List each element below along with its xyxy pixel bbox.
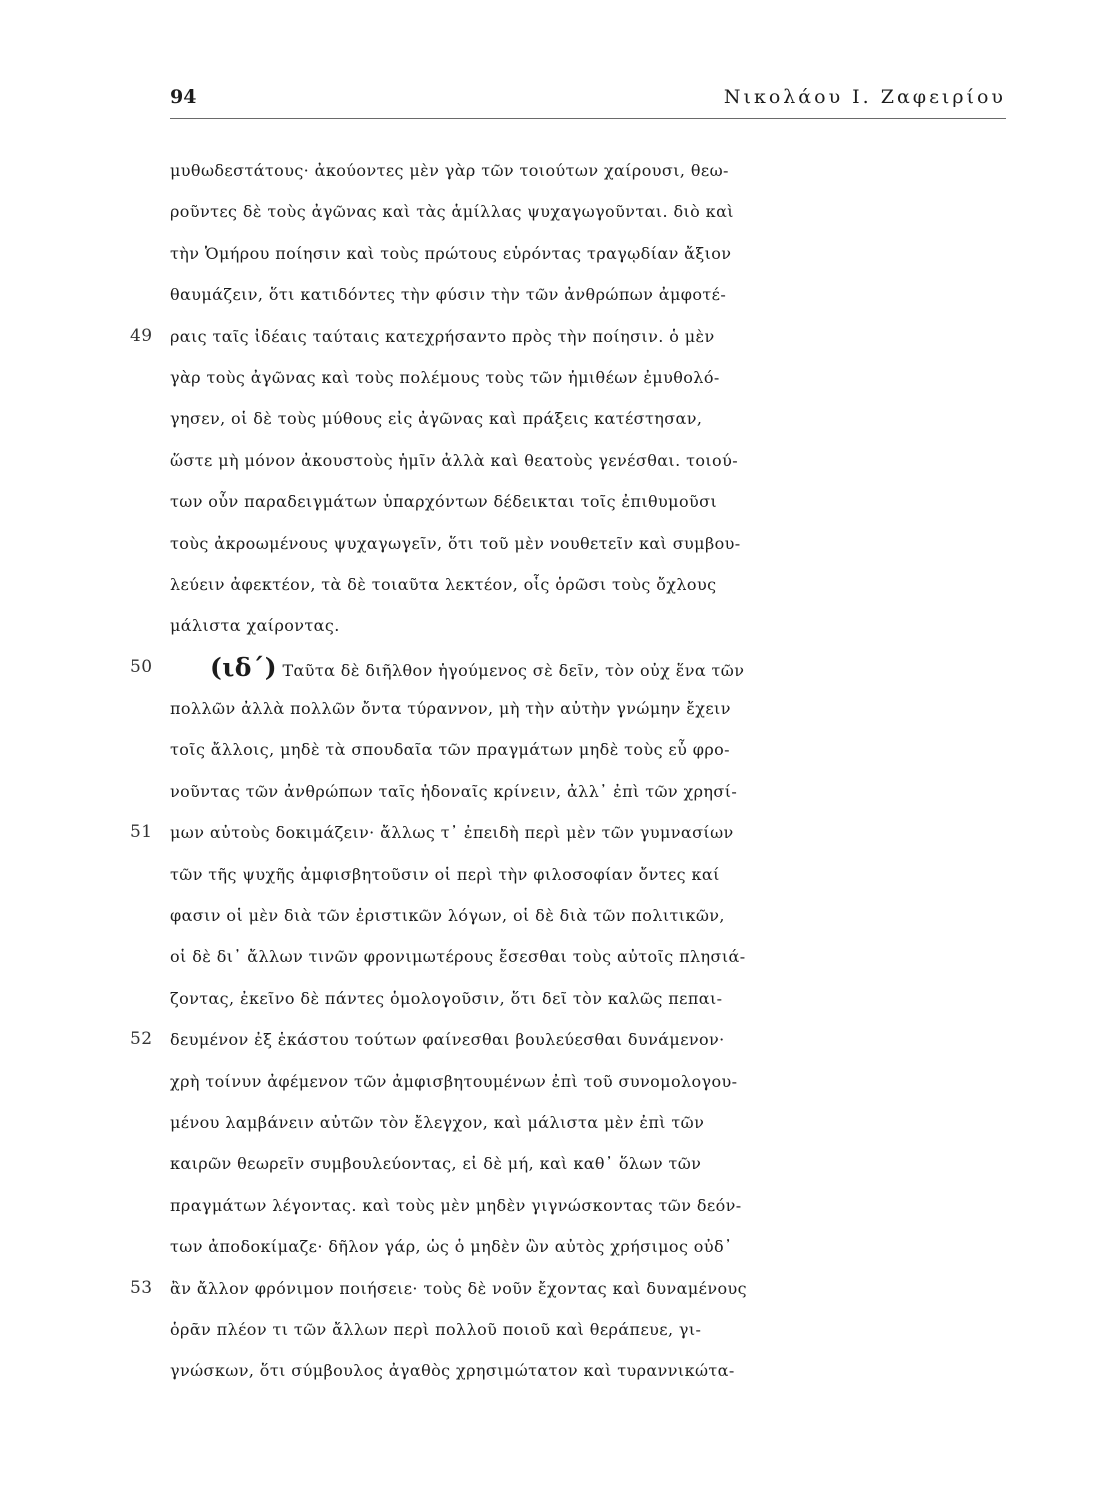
line-text: τὴν Ὁμήρου ποίησιν καὶ τοὺς πρώτους εὑρόντας τραγῳδίαν ἄξιον	[170, 243, 732, 263]
text-line	[170, 564, 1016, 605]
line-text: φασιν οἱ μὲν διὰ τῶν ἐριστικῶν λόγων, οἱ δὲ διὰ τῶν πολιτικῶν,	[170, 906, 725, 926]
text-line	[170, 1185, 1016, 1226]
line-text: των οὖν παραδειγμάτων ὑπαρχόντων δέδεικται τοῖς ἐπιθυμοῦσι	[170, 492, 718, 512]
text-line	[170, 523, 1016, 564]
text-line	[170, 481, 1016, 522]
text-line	[170, 440, 1016, 481]
page-header	[170, 86, 1006, 116]
line-text: μένου λαμβάνειν αὐτῶν τὸν ἔλεγχον, καὶ μάλιστα μὲν ἐπὶ τῶν	[170, 1112, 705, 1132]
text-line	[170, 1350, 1016, 1391]
line-text: ραις ταῖς ἰδέαις ταύταις κατεχρήσαντο πρὸς τὴν ποίησιν. ὁ μὲν	[170, 326, 715, 346]
line-text: ἂν ἄλλον φρόνιμον ποιήσειε· τοὺς δὲ νοῦν ἔχοντας καὶ δυναμένους	[170, 1278, 747, 1298]
margin-number: 50	[130, 656, 153, 677]
text-line	[170, 1061, 1016, 1102]
text-line	[170, 274, 1016, 315]
text-line	[170, 729, 1016, 770]
margin-number: 51	[130, 822, 153, 843]
line-text: γὰρ τοὺς ἀγῶνας καὶ τοὺς πολέμους τοὺς τῶν ἡμιθέων ἐμυθολό-	[170, 367, 720, 387]
text-line	[170, 688, 1016, 729]
text-line	[170, 1102, 1016, 1143]
body-text	[130, 150, 1016, 1392]
text-line	[130, 647, 1016, 688]
line-text: τῶν τῆς ψυχῆς ἀμφισβητοῦσιν οἱ περὶ τὴν φιλοσοφίαν ὄντες καί	[170, 864, 720, 884]
line-text: ζοντας, ἐκεῖνο δὲ πάντες ὁμολογοῦσιν, ὅτι δεῖ τὸν καλῶς πεπαι-	[170, 988, 723, 1008]
text-line	[170, 357, 1016, 398]
text-line	[130, 1268, 1016, 1309]
text-line	[170, 398, 1016, 439]
text-line	[130, 1019, 1016, 1060]
page-number: 94	[170, 86, 197, 108]
line-text: γησεν, οἱ δὲ τοὺς μύθους εἰς ἀγῶνας καὶ πράξεις κατέστησαν,	[170, 409, 703, 429]
line-text: ὁρᾶν πλέον τι τῶν ἄλλων περὶ πολλοῦ ποιοῦ καὶ θεράπευε, γι-	[170, 1319, 702, 1339]
line-text: λεύειν ἀφεκτέον, τὰ δὲ τοιαῦτα λεκτέον, οἷς ὁρῶσι τοὺς ὄχλους	[170, 574, 717, 594]
line-text: καιρῶν θεωρεῖν συμβουλεύοντας, εἰ δὲ μή, καὶ καθ᾽ ὅλων τῶν	[170, 1154, 702, 1174]
running-title: Νικολάου Ι. Ζαφειρίου	[723, 86, 1006, 108]
header-rule	[170, 118, 1006, 119]
text-line	[130, 316, 1016, 357]
text-line	[170, 978, 1016, 1019]
line-text: δευμένον ἐξ ἑκάστου τούτων φαίνεσθαι βουλεύεσθαι δυνάμενον·	[170, 1030, 725, 1050]
text-line	[170, 1226, 1016, 1267]
line-text: μυθωδεστάτους· ἀκούοντες μὲν γὰρ τῶν τοιούτων χαίρουσι, θεω-	[170, 161, 729, 180]
text-line	[170, 895, 1016, 936]
line-text: μων αὐτοὺς δοκιμάζειν· ἄλλως τ᾽ ἐπειδὴ περὶ μὲν τῶν γυμνασίων	[170, 823, 734, 843]
line-text: Ταῦτα δὲ διῆλθον ἡγούμενος σὲ δεῖν, τὸν οὐχ ἕνα τῶν	[282, 660, 745, 680]
margin-number: 53	[130, 1277, 153, 1298]
text-line	[170, 1143, 1016, 1184]
section-label: (ιδ΄)	[210, 652, 277, 682]
line-text: χρὴ τοίνυν ἀφέμενον τῶν ἀμφισβητουμένων ἐπὶ τοῦ συνομολογου-	[170, 1071, 738, 1091]
line-text: οἱ δὲ δι᾽ ἄλλων τινῶν φρονιμωτέρους ἔσεσθαι τοὺς αὐτοῖς πλησιά-	[170, 947, 746, 967]
text-line	[170, 605, 1016, 646]
line-text: τοῖς ἄλλοις, μηδὲ τὰ σπουδαῖα τῶν πραγμάτων μηδὲ τοὺς εὖ φρο-	[170, 740, 730, 760]
line-text: ροῦντες δὲ τοὺς ἀγῶνας καὶ τὰς ἁμίλλας ψυχαγωγοῦνται. διὸ καὶ	[170, 202, 734, 222]
text-line	[170, 233, 1016, 274]
text-line	[130, 812, 1016, 853]
margin-number: 49	[130, 325, 153, 346]
line-text: των ἀποδοκίμαζε· δῆλον γάρ, ὡς ὁ μηδὲν ὢν αὐτὸς χρήσιμος οὐδ᾽	[170, 1237, 733, 1257]
line-text: μάλιστα χαίροντας.	[170, 616, 340, 636]
text-line	[170, 150, 1016, 191]
text-line	[170, 1309, 1016, 1350]
margin-number: 52	[130, 1029, 153, 1050]
text-line	[170, 854, 1016, 895]
text-line	[170, 936, 1016, 977]
line-text: πραγμάτων λέγοντας. καὶ τοὺς μὲν μηδὲν γιγνώσκοντας τῶν δεόν-	[170, 1195, 742, 1215]
line-text: νοῦντας τῶν ἀνθρώπων ταῖς ἡδοναῖς κρίνειν, ἀλλ᾽ ἐπὶ τῶν χρησί-	[170, 781, 738, 801]
text-line	[170, 191, 1016, 232]
line-text: θαυμάζειν, ὅτι κατιδόντες τὴν φύσιν τὴν τῶν ἀνθρώπων ἀμφοτέ-	[170, 285, 727, 305]
text-line	[170, 771, 1016, 812]
line-text: πολλῶν ἀλλὰ πολλῶν ὄντα τύραννον, μὴ τὴν αὐτὴν γνώμην ἔχειν	[170, 699, 731, 719]
line-text: τοὺς ἀκροωμένους ψυχαγωγεῖν, ὅτι τοῦ μὲν νουθετεῖν καὶ συμβου-	[170, 533, 741, 553]
line-text: γνώσκων, ὅτι σύμβουλος ἀγαθὸς χρησιμώτατον καὶ τυραννικώτα-	[170, 1361, 735, 1381]
line-text: ὥστε μὴ μόνον ἀκουστοὺς ἡμῖν ἀλλὰ καὶ θεατοὺς γενέσθαι. τοιού-	[170, 450, 739, 470]
